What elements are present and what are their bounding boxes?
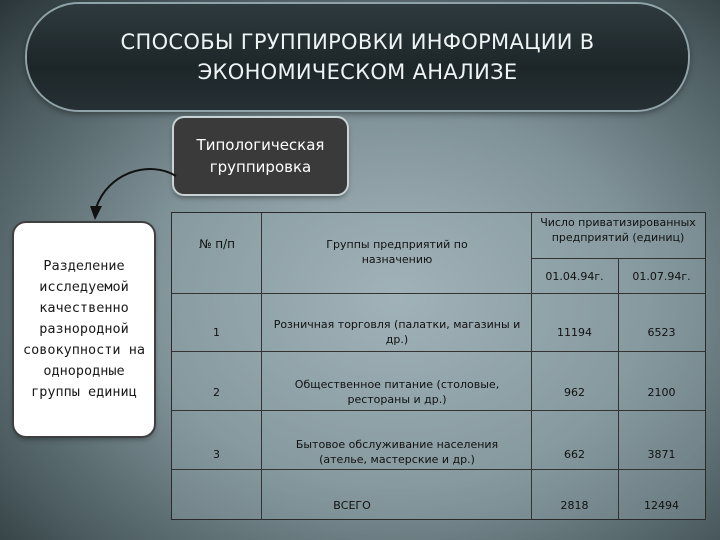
page-title: СПОСОБЫ ГРУППИРОВКИ ИНФОРМАЦИИ В ЭКОНОМИЧЕСКОМ АНАЛИЗЕ [120, 30, 595, 84]
header-group: Группы предприятий по назначению [326, 238, 468, 266]
row-2-date-2: 2100 [647, 386, 676, 399]
total-date-2: 12494 [644, 499, 679, 512]
definition-text: Разделение исследуемой качественно разнородной совокупности на однородные группы единиц [23, 258, 145, 400]
row-3-number: 3 [213, 448, 220, 461]
data-table [171, 212, 706, 520]
header-number: № п/п [198, 237, 236, 251]
row-1-number: 1 [213, 326, 220, 339]
row-2-date-1: 962 [564, 386, 585, 399]
total-date-1: 2818 [560, 499, 589, 512]
row-2-number: 2 [213, 386, 220, 399]
typological-grouping-label: Типологическая группировка [196, 136, 325, 176]
title-banner [27, 4, 688, 110]
header-date-2: 01.07.94г. [632, 270, 691, 283]
header-date-1: 01.04.94г. [545, 270, 604, 283]
row-1-date-1: 11194 [557, 326, 592, 339]
curved-arrow-icon [80, 150, 180, 230]
header-count: Число приватизированных предприятий (единиц) [540, 216, 696, 244]
row-2-group: Общественное питание (столовые, рестораны и др.) [294, 378, 500, 406]
row-3-group: Бытовое обслуживание населения (ателье, мастерские и др.) [295, 438, 499, 466]
typological-grouping-box [174, 118, 347, 194]
definition-box [14, 223, 154, 436]
row-1-date-2: 6523 [647, 326, 676, 339]
row-3-date-2: 3871 [647, 448, 676, 461]
total-label: ВСЕГО [333, 499, 371, 512]
row-1-group: Розничная торговля (палатки, магазины и др.) [273, 318, 521, 346]
row-3-date-1: 662 [564, 448, 585, 461]
